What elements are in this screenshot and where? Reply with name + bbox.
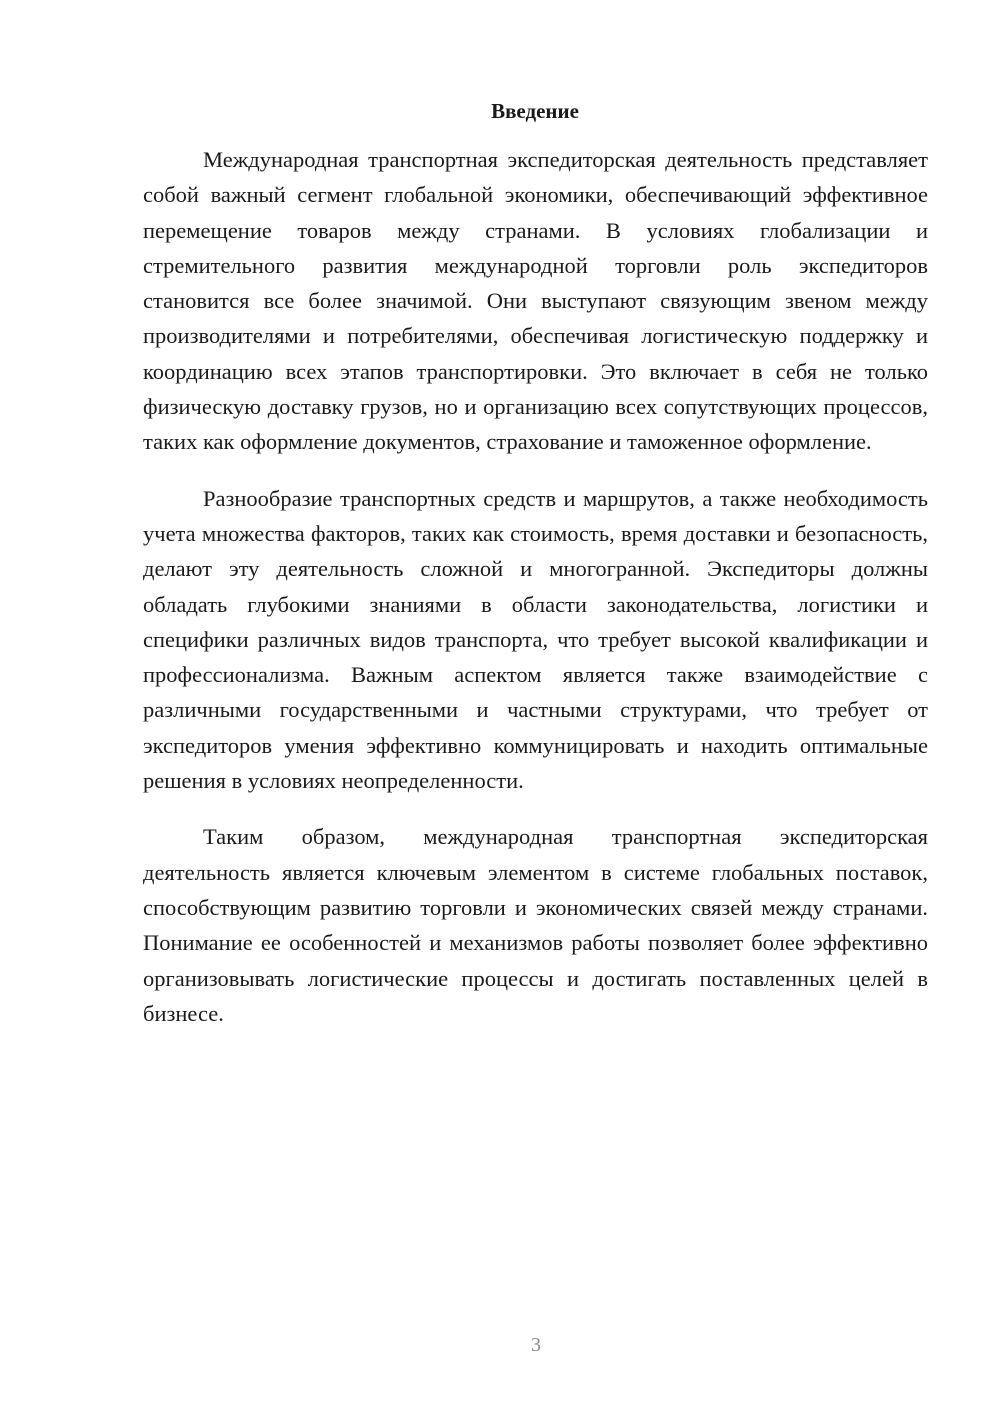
paragraph-complexity: Разнообразие транспортных средств и маршрутов, а также необходимость учета множества факторов, таких как стоимость, время доставки и безопасность, делают эту деятельность сложной и многогранной. Экспедиторы должны обладать глубокими знаниями в области законодательства, логистики и специфики различных видов транспорта, что требует высокой квалификации и профессионализма. Важным аспектом является также взаимодействие с различными государственными и частными структурами, что требует от экспедиторов умения эффективно коммуницировать и находить оптимальные решения в условиях неопределенности. (143, 485, 928, 794)
paragraph-conclusion: Таким образом, международная транспортная экспедиторская деятельность является ключевым элементом в системе глобальных поставок, способствующим развитию торговли и экономических связей между странами. Понимание ее особенностей и механизмов работы позволяет более эффективно организовывать логистические процессы и достигать поставленных целей в бизнесе. (143, 824, 928, 1026)
page-number: 3 (531, 1334, 541, 1356)
document-body (143, 142, 928, 1031)
paragraph-introduction: Международная транспортная экспедиторская деятельность представляет собой важный сегмент глобальной экономики, обеспечивающий эффективное перемещение товаров между странами. В условиях глобализации и стремительного развития международной торговли роль экспедиторов становится все более значимой. Они выступают связующим звеном между производителями и потребителями, обеспечивая логистическую поддержку и координацию всех этапов транспортировки. Это включает в себя не только физическую доставку грузов, но и организацию всех сопутствующих процессов, таких как оформление документов, страхование и таможенное оформление. (143, 147, 928, 455)
page-title: Введение (491, 99, 579, 123)
